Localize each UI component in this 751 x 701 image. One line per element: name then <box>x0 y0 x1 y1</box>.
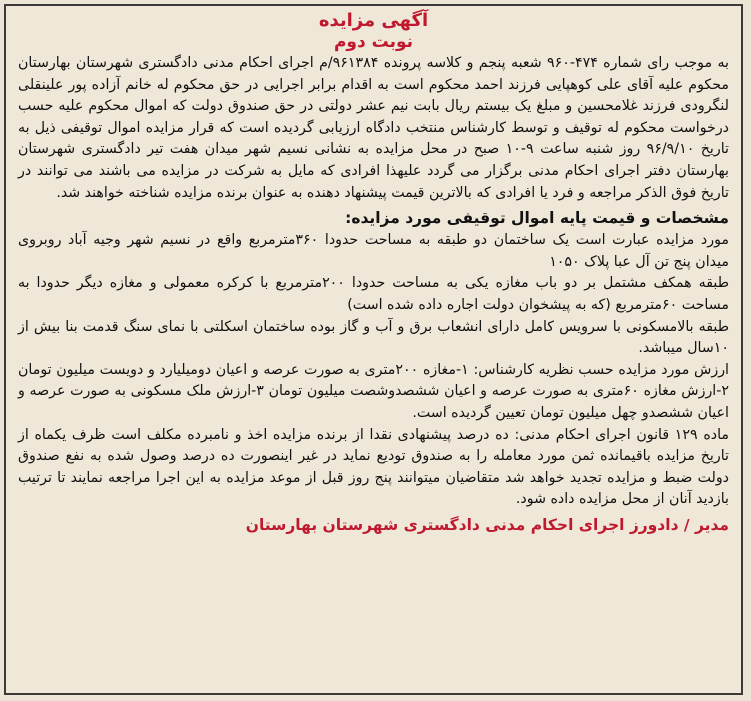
signature: مدیر / دادورز اجرای احکام مدنی دادگستری شهرستان بهارستان <box>245 515 729 534</box>
notice-title: آگهی مزایده <box>318 10 429 31</box>
notice-frame <box>4 4 743 695</box>
notice-body <box>6 6 741 536</box>
article-129-paragraph: ماده ۱۲۹ قانون اجرای احکام مدنی: ده درصد پیشنهادی نقدا از برنده مزایده اخذ و نامبرده مکلف است ظرف یکماه از تاریخ مزایده باقیمانده ثمن مورد معامله را به صندوق تودیع نماید در غیر اینصورت ده درصد وصول شده به نفع صندوق دولت ضبط و مزایده تجدید خواهد شد متقاضیان میتوانند پنج روز قبل از موعد مزایده به این اجرا مراجعه نمایند تا ترتیب بازدید آنان از محل مزایده داده شود. <box>18 426 729 508</box>
property-description: مورد مزایده عبارت است یک ساختمان دو طبقه به مساحت حدودا ۳۶۰مترمربع واقع در نسیم شهر وجیه آباد روبروی میدان پنج تن آل عبا پلاک ۱۰۵۰ <box>18 232 730 270</box>
notice-subtitle: نوبت دوم <box>333 32 414 52</box>
ground-floor-description: طبقه همکف مشتمل بر دو باب مغازه یکی به مساحت حدودا ۲۰۰مترمربع با کرکره معمولی و مغازه دیگر حدودا به مساحت ۶۰مترمربع (که به پیشخوان دولت اجاره داده شده است) <box>18 275 729 313</box>
upper-floor-description: طبقه بالامسکونی با سرویس کامل دارای انشعاب برق و آب و گاز بوده ساختمان اسکلتی با نمای سنگ قدمت بنا بیش از ۱۰سال میباشد. <box>18 318 729 357</box>
valuation-paragraph: ارزش مورد مزایده حسب نظریه کارشناس: ۱-مغازه ۲۰۰متری به صورت عرصه و اعیان دومیلیارد و دویست میلیون تومان ۲-ارزش مغازه ۶۰متری به صورت عرصه و اعیان ششصدوشصت میلیون تومان ۳-ارزش ملک مسکونی به صورت عرصه و اعیان ششصدو چهل میلیون تومان تعیین گردیده است. <box>18 361 729 421</box>
intro-paragraph: به موجب رای شماره ۴۷۴-۹۶۰ شعبه پنجم و کلاسه پرونده ۹۶۱۳۸۴/م اجرای احکام مدنی دادگستری شهرستان بهارستان محکوم علیه آقای علی کوهپایی فرزند احمد محکوم است به اقدام برابر اجرایی در حق محکوم له خانم آزاده پور علینقلی لنگرودی فرزند غلامحسین و مبلغ یک بیستم ریال بابت نیم عشر دولتی در حق صندوق دولت که اموال محکوم علیه حسب درخواست محکوم له توقیف و توسط کارشناس منتخب دادگاه ارزیابی گردیده است که قرار مزایده اموال توقیفی ذیل به تاریخ ۹۶/۹/۱۰ روز شنبه ساعت ۹-۱۰ صبح در محل مزایده به نشانی نسیم شهر میدان هفت تیر دادگستری شهرستان بهارستان دفتر اجرای احکام مدنی برگزار می گردد علیهذا افرادی که مایل به شرکت در مزایده می باشند می توانند در تاریخ فوق الذکر مراجعه و فرد یا افرادی که بالاترین قیمت پیشنهاد دهنده به عنوان برنده مزایده شناخته خواهند شد. <box>18 55 729 201</box>
section-heading: مشخصات و قیمت پایه اموال توقیفی مورد مزایده: <box>345 209 729 228</box>
